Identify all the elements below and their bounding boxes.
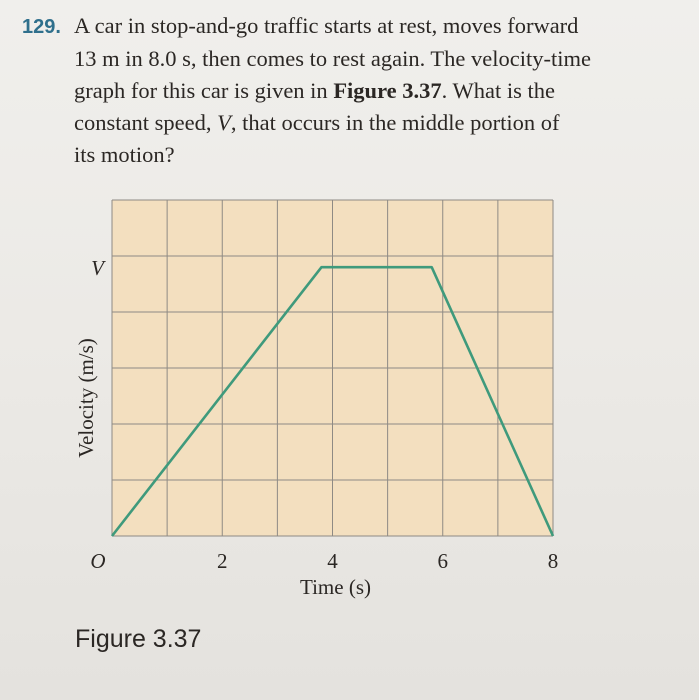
problem-text-3a: graph for this car is given in (74, 78, 334, 103)
variable-v: V (217, 110, 231, 135)
problem-text-4a: constant speed, (74, 110, 218, 135)
y-tick-label: V (91, 256, 104, 281)
y-axis-label: Velocity (m/s) (74, 338, 98, 458)
figure-caption: Figure 3.37 (75, 625, 202, 653)
problem-number: 129. (22, 16, 61, 38)
x-axis-label: Time (s) (300, 575, 371, 599)
problem-line-2: 13 m in 8.0 s, then comes to rest again. The velocity-time (74, 46, 591, 71)
x-tick-label: 8 (547, 549, 559, 573)
problem-text-1: A car in stop-and-go traffic starts at rest, moves forward (74, 13, 579, 38)
figure-reference: Figure 3.37 (333, 78, 442, 103)
x-tick-label: 2 (217, 549, 228, 573)
origin-label: O (90, 549, 106, 573)
x-tick-label: 4 (327, 549, 338, 573)
problem-text-3b: . What is the (441, 78, 555, 103)
problem-text-4b: , that occurs in the middle portion of (230, 110, 560, 135)
x-tick-label: 6 (437, 549, 448, 573)
problem-line-5: its motion? (74, 142, 175, 167)
